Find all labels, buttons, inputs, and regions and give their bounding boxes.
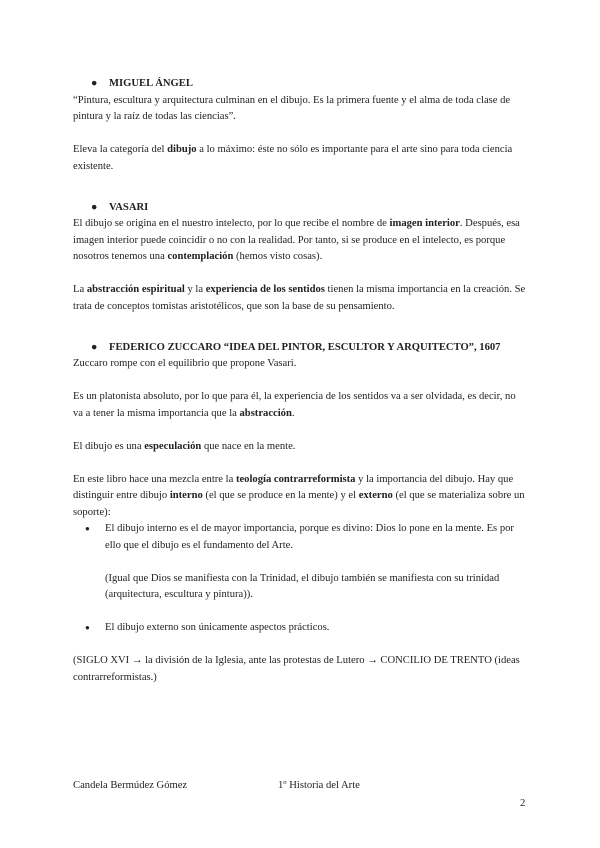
text: y la xyxy=(184,284,206,295)
text: (el que se materializa sobre un soporte): xyxy=(73,490,525,518)
text: tienen la misma importancia en la creación. Se trata de conceptos tomistas aristotélicos, que son la base de su pensamiento. xyxy=(73,284,526,312)
bullet-icon: ● xyxy=(91,341,98,353)
text: El dibujo es una xyxy=(73,440,145,452)
bold-text: dibujo xyxy=(167,144,197,155)
bold-text: experiencia de los sentidos xyxy=(205,284,325,295)
bullet-icon: ● xyxy=(91,78,98,89)
paragraph xyxy=(73,142,528,175)
quote-paragraph: “Pintura, escultura y arquitectura culminan en el dibujo. Es la primera fuente y el alma de toda clase de pintura y la raíz de todas las ciencias”. xyxy=(73,94,511,122)
text: La xyxy=(73,284,87,295)
text: . Después, esa imagen interior puede coincidir o no con la realidad. Por tanto, si se produce en el intelecto, es porque nosotros tenemos una xyxy=(73,218,520,262)
section-heading-miguel xyxy=(91,76,528,93)
text: (el que se produce en la mente) y el xyxy=(202,490,359,501)
bullet-list xyxy=(73,620,528,637)
bullet-list xyxy=(73,521,528,554)
text: y la importancia del dibujo. Hay que distinguir entre dibujo xyxy=(73,473,514,501)
bold-text: abstracción espiritual xyxy=(86,284,185,295)
text: En este libro hace una mezcla entre la xyxy=(73,473,236,485)
footer-course: 1º Historia del Arte xyxy=(278,780,360,791)
bold-text: imagen interior xyxy=(389,218,460,229)
bold-text: especulación xyxy=(144,440,202,452)
list-item: ● El dibujo interno es el de mayor importancia, porque es divino: Dios lo pone en la mente. Es por ello que el dibujo es el fundamento del Arte. xyxy=(105,521,528,554)
text: (hemos visto cosas). xyxy=(233,251,323,262)
text: . xyxy=(291,407,295,419)
text: a lo máximo: éste no sólo es importante para el arte sino para toda ciencia existente. xyxy=(73,144,513,172)
page-number: 2 xyxy=(520,798,526,809)
heading-text: VASARI xyxy=(109,201,149,213)
footer-author: Candela Bermúdez Gómez xyxy=(73,780,188,791)
section-heading-vasari xyxy=(91,200,528,217)
paragraph xyxy=(73,389,528,422)
note-paragraph: (Igual que Dios se manifiesta con la Trinidad, el dibujo también se manifiesta con su trinidad (arquitectura, escultura y pintura)). xyxy=(105,572,500,600)
bold-text: externo xyxy=(358,490,393,501)
text: Es un platonista absoluto, por lo que para él, la experiencia de los sentidos va a ser olvidada, es decir, no va a tener la misma importancia que la xyxy=(73,391,516,419)
bold-text: abstracción xyxy=(239,407,292,419)
section-heading-zuccaro xyxy=(91,340,528,357)
list-item: ● El dibujo externo son únicamente aspectos prácticos. xyxy=(105,620,528,637)
page-content xyxy=(73,68,528,686)
text: que nace en la mente. xyxy=(201,440,296,452)
closing-paragraph: (SIGLO XVI → la división de la Iglesia, ante las protestas de Lutero → CONCILIO DE TRENTO (ideas contrarreformistas.) xyxy=(73,655,520,683)
paragraph xyxy=(73,216,528,266)
bold-text: teología contrarreformista xyxy=(235,473,356,485)
paragraph xyxy=(73,282,528,315)
bold-text: contemplación xyxy=(167,251,234,262)
paragraph xyxy=(73,439,528,456)
paragraph xyxy=(73,472,528,522)
text: Eleva la categoría del xyxy=(73,144,168,155)
text: El dibujo se origina en el nuestro intelecto, por lo que recibe el nombre de xyxy=(73,218,390,229)
bullet-icon: ● xyxy=(91,201,98,213)
paragraph: Zuccaro rompe con el equilibrio que propone Vasari. xyxy=(73,358,297,369)
bold-text: interno xyxy=(169,490,203,501)
heading-text: MIGUEL ÁNGEL xyxy=(109,78,193,89)
heading-text: FEDERICO ZUCCARO “IDEA DEL PINTOR, ESCULTOR Y ARQUITECTO”, 1607 xyxy=(109,341,501,353)
